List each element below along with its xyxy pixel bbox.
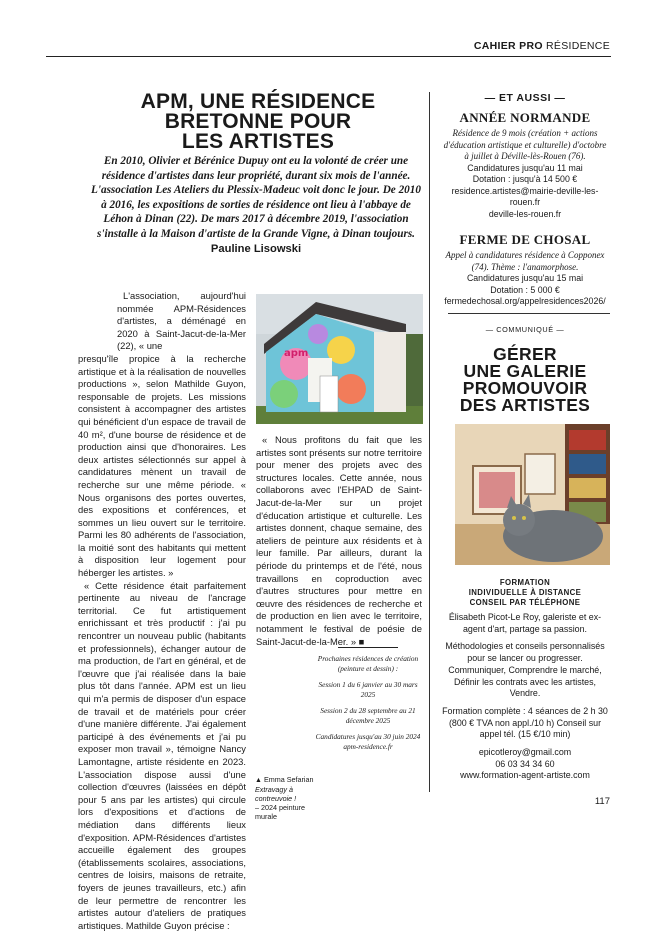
- section-header: CAHIER PRO RÉSIDENCE: [473, 40, 610, 52]
- column-rule: [429, 92, 430, 792]
- apm-mural-letters: apm: [284, 348, 309, 359]
- et-aussi-box: — ET AUSSI — ANNÉE NORMANDE Résidence de 9 mois (création + actions d'éducation artistique et culturelle) d'octobre à juillet à Déville-lès-Rouen (76). Candidatures jusqu'au 11 mai Dotation : jusqu'à 14 500 € residence.artistes@mairie-deville-les-rouen.fr deville-les-rouen.fr FERME DE CHOSAL Appel à candidatures résidence à Copponex (74). Thème : l'anamorphose. Candidatures jusqu'au 15 mai Dotation : 5 000 € fermedechosal.org/appelresidences2026/: [441, 92, 609, 308]
- item2-website-link[interactable]: fermedechosal.org/appelresidences2026/: [444, 296, 606, 306]
- item2-title: FERME DE CHOSAL: [459, 232, 591, 247]
- ad-text: Élisabeth Picot-Le Roy, galeriste et ex-agent d'art, partage sa passion. Méthodologies et conseils personnalisés pour se lancer ou progresser. Communiquer, Comprendre le marché, Définir les contrats avec les artistes, Vendre. Formation complète : 4 séances de 2 h 30 (800 € TVA non appl./10 h) Conseil sur appel tél. (15 €/10 min) epicotleroy@gmail.com 06 03 34 34 60 www.formation-agent-artiste.com: [442, 612, 608, 781]
- top-rule: [46, 56, 611, 57]
- article-lead: En 2010, Olivier et Bérénice Dupuy ont eu la volonté de créer une résidence d'artistes dans leur propriété, durant six mois de l'année. L'association Les Ateliers du Plessix-Madeuc voit donc le jour. De 2010 à 2016, les expositions de sorties de résidence ont lieu à l'abbaye de Léhon à Dinan (22). De mars 2017 à décembre 2019, l'association s'installe à la Maison d'artiste de la Grande Vigne, à Dinan toujours. Pauline Lisowski: [91, 155, 421, 255]
- item1-title: ANNÉE NORMANDE: [459, 110, 591, 125]
- communique-label: — COMMUNIQUÉ —: [485, 325, 565, 334]
- formation-label: FORMATION INDIVIDUELLE À DISTANCE CONSEIL PAR TÉLÉPHONE: [468, 578, 582, 607]
- triangle-icon: ▲: [255, 777, 262, 784]
- sidebar-divider: [448, 313, 610, 314]
- residence-house-photo: [256, 294, 423, 424]
- page-number: 117: [594, 796, 610, 807]
- ad-title: GÉRER UNE GALERIE PROMOUVOIR DES ARTISTES: [459, 344, 591, 415]
- gallery-cat-photo: [455, 424, 610, 565]
- item1-website-link[interactable]: deville-les-rouen.fr: [488, 208, 562, 219]
- ad-email-link[interactable]: epicotleroy@gmail.com: [478, 747, 572, 758]
- photo-caption: Prochaines résidences de création (peinture et dessin) : Session 1 du 6 janvier au 30 mars 2025 Session 2 du 28 septembre au 21 décembre 2025 Candidatures jusqu'au 30 juin 2024 apm-residence.fr: [312, 647, 424, 758]
- column-2: « Nous profitons du fait que les artistes sont présents sur notre territoire pour mener des projets avec des structures locales. Cette année, nous collaborons avec l'EHPAD de Saint-Jacut-de-la-Mer sur un projet d'éducation artistique et culturelle. Les artistes donnent, chaque semaine, des ateliers de peinture aux résidents et à leur famille. Par ailleurs, durant la période du printemps et de l'été, nous travaillons en coproduction avec d'autres structures pour mettre en œuvre des résidences de recherche et de production en lien avec le territoire, notamment le festival de poésie de Saint-Jacut-de-la-Mer. » ■: [256, 434, 422, 647]
- ad-website-link[interactable]: www.formation-agent-artiste.com: [460, 770, 590, 781]
- ad-phone[interactable]: 06 03 34 34 60: [495, 758, 555, 769]
- photo-credit: ▲ Emma Sefarian Extravagy à contreuvoie ! – 2024 peinture murale: [255, 775, 314, 821]
- item1-email-link[interactable]: residence.artistes@mairie-deville-les-rouen.fr: [451, 185, 599, 207]
- article-title: APM, UNE RÉSIDENCE BRETONNE POUR LES ARTISTES: [140, 90, 376, 153]
- article-author: Pauline Lisowski: [210, 242, 302, 255]
- column-1: L'association, aujourd'hui nommée APM-Résidences d'artistes, a déménagé en 2020 à Saint-Jacut-de-la-Mer (22), « une presqu'île propice à la recherche artistique et à la réalisation de nouvelles productions », selon Mathilde Guyon, responsable de projets. Les missions consistent à accompagner des artistes qui bénéficient d'un espace de travail de 40 m², d'une bourse de résidence et de production ainsi que d'honoraires. Les deux artistes sélectionnés sur appel à candidatures mènent un travail de recherche sur une même période. « Nous organisons des portes ouvertes, des expositions et conférences, et sommes un lieu ouvert sur le territoire. Parmi les 80 adhérents de l'association, la moitié sont des habitants qui mettent à disposition leur logement pour héberger les artistes. » « Cette résidence était parfaitement pertinente au niveau de l'ancrage territorial. Ce fut artistiquement enrichissant et très productif : j'ai pu rencontrer un nouveau public (habitants et professionnels), échanger autour de ma production, de l'art en général, et de l'œuvre que j'ai réalisée dans la baie plus tôt dans l'année. APM est un lieu qui m'a permis de disposer d'un espace de travail et de matériels pour créer d'une manière différente. J'ai également participé à des événements et j'ai pu exposer mon travail », témoigne Nancy Lamontagne, artiste résidente en 2023. L'association dispose aussi d'une collection d'œuvres (laissées en dépôt pour 5 ans par les artistes) qui circule lors d'expositions et d'actions de médiation dans différents lieux d'exposition. APM-Résidences d'artistes accueille également des groupes (établissements scolaires, associations, centres de loisirs, maisons de retraite, foyers de jeunes travailleurs, etc.) afin de leur permettre de rencontrer les artistes autour d'ateliers de pratiques artistiques. Mathilde Guyon précise :: [78, 290, 246, 931]
